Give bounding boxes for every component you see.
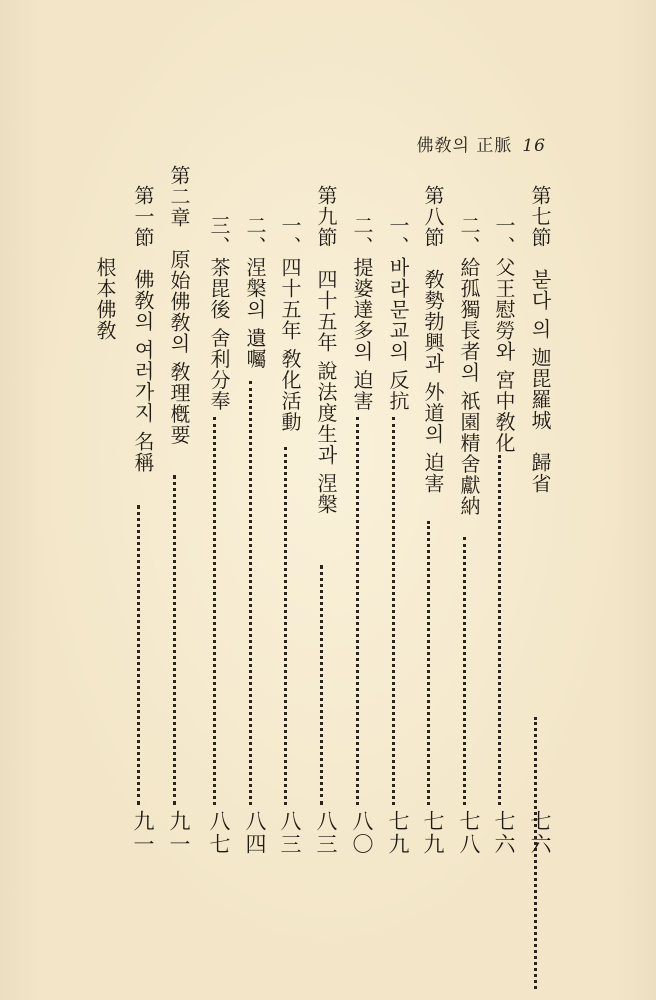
dot-leader bbox=[249, 381, 258, 805]
toc-entry-page: 七九 bbox=[386, 810, 410, 856]
toc-entry bbox=[86, 185, 120, 865]
toc-entry-text: 一、父王慰勞와 宮中敎化 bbox=[492, 215, 516, 454]
dot-leader bbox=[356, 417, 365, 805]
toc-entry-text: 第八節 敎勢勃興과 外道의 迫害 bbox=[421, 185, 445, 494]
toc-entry-text: 一、四十五年 敎化活動 bbox=[278, 215, 302, 433]
toc-entry bbox=[414, 185, 448, 865]
page-number: 16 bbox=[522, 136, 546, 156]
toc-entry-text: 根本佛敎 bbox=[93, 257, 117, 341]
dot-leader bbox=[213, 417, 222, 805]
toc-entry-page: 七九 bbox=[421, 810, 445, 856]
toc-entry-page: 九一 bbox=[131, 810, 155, 856]
toc-entry-text: 一、바라문교의 反抗 bbox=[386, 215, 410, 412]
toc-entry bbox=[236, 185, 270, 865]
toc-entry bbox=[307, 185, 341, 865]
toc-entry-page: 八三 bbox=[278, 810, 302, 856]
toc-entry-page: 七八 bbox=[457, 810, 481, 856]
toc-entry-text: 二、給孤獨長者의 祇園精舍獻納 bbox=[457, 215, 481, 517]
toc-entry-page: 七六 bbox=[492, 810, 516, 856]
toc-entry-page: 九一 bbox=[167, 810, 191, 856]
dot-leader bbox=[284, 447, 293, 805]
toc-entry bbox=[450, 185, 484, 865]
toc-entry bbox=[343, 185, 377, 865]
toc-entry bbox=[200, 185, 234, 865]
toc-entry-text: 二、涅槃의 遺囑 bbox=[243, 215, 267, 370]
toc-entry-page: 八四 bbox=[243, 810, 267, 856]
toc-entry bbox=[379, 185, 413, 865]
dot-leader bbox=[320, 565, 329, 805]
toc-entry bbox=[485, 185, 519, 865]
dot-leader bbox=[173, 475, 182, 805]
toc-entry-text: 第七節 붇다 의 迦毘羅城 歸省 bbox=[528, 185, 552, 494]
toc-entry-text: 第一節 佛敎의 여러가지 名稱 bbox=[131, 185, 155, 473]
toc-entry-text: 第九節 四十五年 說法度生과 涅槃 bbox=[314, 185, 338, 515]
dot-leader bbox=[463, 537, 472, 805]
dot-leader bbox=[137, 505, 146, 805]
dot-leader bbox=[392, 417, 401, 805]
toc-entry-page: 八七 bbox=[207, 810, 231, 856]
toc-entry-text: 二、提婆達多의 迫害 bbox=[350, 215, 374, 412]
running-head-title: 佛敎의 正脈 bbox=[416, 136, 513, 156]
toc-entry bbox=[271, 185, 305, 865]
toc-entry bbox=[124, 185, 158, 865]
toc-entry bbox=[160, 165, 194, 865]
dot-leader bbox=[427, 521, 436, 805]
toc-entry bbox=[521, 185, 555, 865]
dot-leader bbox=[498, 455, 507, 805]
toc-entry-page: 八三 bbox=[314, 810, 338, 856]
toc-entry-text: 三、茶毘後 舍利分奉 bbox=[207, 215, 231, 412]
toc-entry-page: 八〇 bbox=[350, 810, 374, 856]
toc-entry-text: 第二章 原始佛敎의 敎理槪要 bbox=[167, 165, 191, 446]
running-head bbox=[417, 131, 546, 156]
toc-entry-page: 七六 bbox=[528, 810, 552, 856]
